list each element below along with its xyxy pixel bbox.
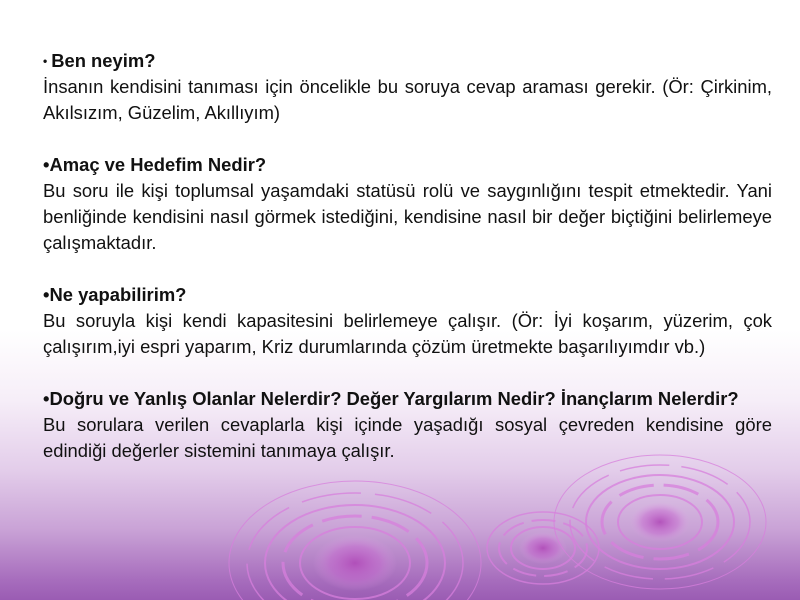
- bullet-icon: •: [43, 388, 50, 409]
- bullet-icon: •: [43, 54, 48, 68]
- section-amac-hedef: [43, 152, 772, 256]
- section-ben-neyim: [43, 48, 772, 126]
- bullet-icon: •: [43, 284, 50, 305]
- ring-group-right: [554, 455, 766, 589]
- section-body: Bu sorulara verilen cevaplarla kişi içinde yaşadığı sosyal çevreden kendisine göre edindiği değerler sistemini tanımaya çalışır.: [43, 414, 772, 461]
- section-body: Bu soru ile kişi toplumsal yaşamdaki statüsü rolü ve saygınlığını tespit etmektedir. Yani benliğinde kendisini nasıl görmek istediğini, kendisine nasıl bir değer biçtiğini belirlemeye çalışmaktadır.: [43, 180, 772, 253]
- bullet-icon: •: [43, 154, 50, 175]
- section-heading-text: Doğru ve Yanlış Olanlar Nelerdir? Değer Yargılarım Nedir? İnançlarım Nelerdir?: [49, 388, 739, 409]
- section-heading-text: Ne yapabilirim?: [49, 284, 187, 305]
- section-heading: [43, 282, 772, 308]
- ring-group-middle: [487, 512, 599, 584]
- section-deger-yargilari: [43, 386, 772, 464]
- slide-content: [43, 48, 772, 464]
- section-body: Bu soruyla kişi kendi kapasitesini belirlemeye çalışır. (Ör: İyi koşarım, yüzerim, çok çalışırım,iyi espri yaparım, Kriz durumlarında çözüm üretmekte başarılıyımdır vb.): [43, 310, 772, 357]
- section-heading: [43, 152, 772, 178]
- ring-group-left: [229, 481, 481, 600]
- section-heading-text: Ben neyim?: [51, 50, 156, 71]
- section-ne-yapabilirim: [43, 282, 772, 360]
- section-heading: [43, 386, 772, 412]
- section-heading-text: Amaç ve Hedefim Nedir?: [49, 154, 267, 175]
- section-heading: [43, 48, 772, 74]
- section-body: İnsanın kendisini tanıması için öncelikle bu soruya cevap araması gerekir. (Ör: Çirkinim, Akılsızım, Güzelim, Akıllıyım): [43, 76, 772, 123]
